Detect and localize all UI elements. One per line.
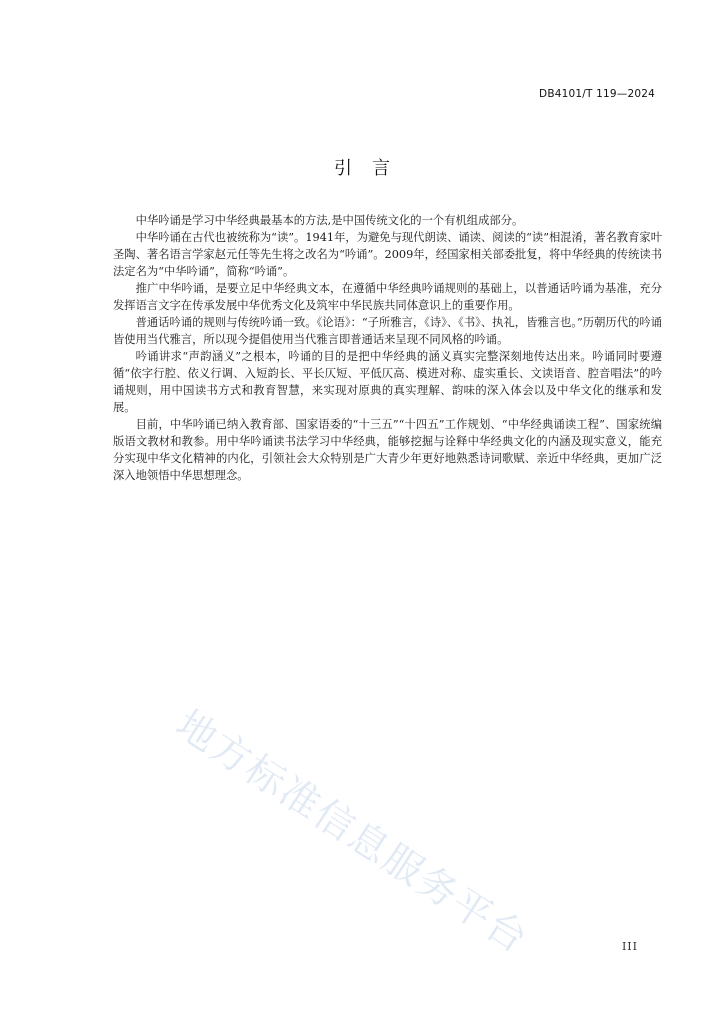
paragraph: 推广中华吟诵，是要立足中华经典文本，在遵循中华经典吟诵规则的基础上，以普通话吟诵为基准，充分发挥语言文字在传承发展中华优秀文化及筑牢中华民族共同体意识上的重要作用。 (113, 282, 662, 312)
paragraph: 吟诵讲求“声韵涵义”之根本，吟诵的目的是把中华经典的涵义真实完整深刻地传达出来。吟诵同时要遵循“依字行腔、依义行调、入短韵长、平长仄短、平低仄高、模进对称、虚实重长、文读语音、腔音唱法”的吟诵规则，用中国读书方式和教育智慧，来实现对原典的真实理解、韵味的深入体会以及中华文化的继承和发展。 (113, 350, 662, 414)
paragraph: 普通话吟诵的规则与传统吟诵一致。《论语》：“子所雅言，《诗》、《书》、执礼，皆雅言也。”历朝历代的吟诵皆使用当代雅言，所以现今提倡使用当代雅言即普通话来呈现不同风格的吟诵。 (113, 316, 662, 346)
section-title: 引言 (334, 158, 410, 179)
paragraph: 目前，中华吟诵已纳入教育部、国家语委的“十三五”“十四五”工作规划、“中华经典诵读工程”、国家统编版语文教材和教参。用中华吟诵读书法学习中华经典，能够挖掘与诠释中华经典文化的内涵及现实意义，能充分实现中华文化精神的内化，引领社会大众特别是广大青少年更好地熟悉诗词歌赋、亲近中华经典，更加广泛深入地领悟中华思想理念。 (113, 418, 662, 482)
page-number: III (621, 940, 638, 953)
watermark: 地方标准信息服务平台 (167, 702, 537, 964)
body-text (113, 212, 662, 484)
paragraph: 中华吟诵是学习中华经典最基本的方法,是中国传统文化的一个有机组成部分。 (135, 214, 524, 227)
paragraph: 中华吟诵在古代也被统称为“读”。1941年，为避免与现代朗读、诵读、阅读的“读”相混淆，著名教育家叶圣陶、著名语言学家赵元任等先生将之改名为“吟诵”。2009年，经国家相关部委批复，将中华经典的传统读书法定名为“中华吟诵”，简称“吟诵”。 (113, 231, 662, 278)
document-code: DB4101/T 119—2024 (539, 88, 655, 100)
